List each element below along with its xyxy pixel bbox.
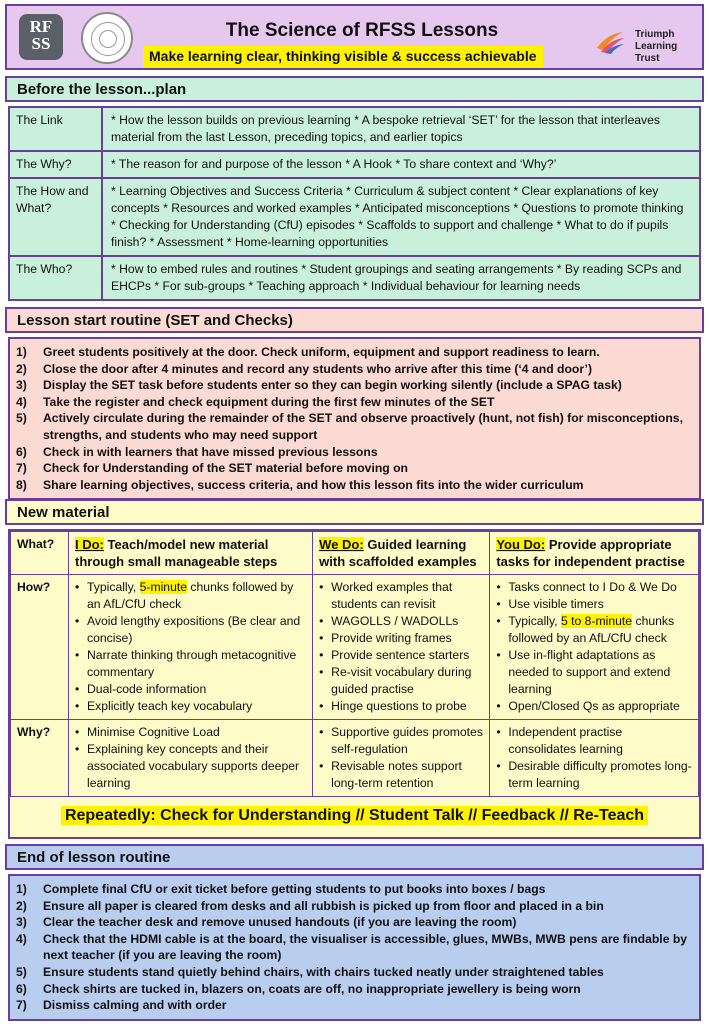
list-item: • Revisable notes support long-term retention [319,758,483,792]
page-title: The Science of RFSS Lessons [225,20,499,41]
list-item: • Typically, 5-minute chunks followed by an AfL/CfU check [75,579,306,613]
row-label-what: What? [11,532,69,575]
list-item: 2) Ensure all paper is cleared from desks and all rubbish is picked up from floor and placed in a bin [16,898,604,913]
list-item: 5) Actively circulate during the remainder of the SET and observe proactively (hunt, not fish) for misconceptions, strengths, and students who may need support [16,411,683,442]
repeatedly-banner: Repeatedly: Check for Understanding // Student Talk // Feedback // Re-Teach [10,807,699,825]
plan-text: * How the lesson builds on previous learning * A bespoke retrieval ‘SET’ for the lesson that interleaves material from the last Lesson, preceding topics, and earlier topics [111,113,660,144]
section-before-lesson: Before the lesson...plan [5,76,704,102]
trust-name: Triumph Learning Trust [635,29,678,64]
section-end-routine: End of lesson routine [5,844,704,870]
new-material-table [8,529,701,839]
list-item: 1) Greet students positively at the door. Check uniform, equipment and support readiness to learn. [16,345,600,359]
list-item: • Narrate thinking through metacognitive commentary [75,647,306,681]
list-item: • Independent practise consolidates learning [496,724,692,758]
plan-text: * The reason for and purpose of the lesson * A Hook * To share context and ‘Why?’ [111,157,557,171]
plan-text: * Learning Objectives and Success Criteria * Curriculum & subject content * Clear explanations of key concepts * Resources and worked examples * Anticipated misconceptions * Questions to promote thinking * Checking for Understanding (CfU) episodes * Scaffolds to support and challenge * What to do if pupils finish? * Assessment * Home-learning opportunities [111,184,684,249]
list-item: • Desirable difficulty promotes long-term learning [496,758,692,792]
list-item: • Tasks connect to I Do & We Do [496,579,692,596]
start-routine-list [8,337,701,500]
list-item: 8) Share learning objectives, success criteria, and how this lesson fits into the wider curriculum [16,477,584,492]
list-item: • Use visible timers [496,596,692,613]
list-item: 3) Clear the teacher desk and remove unused handouts (if you are leaving the room) [16,915,517,930]
list-item: 7) Check for Understanding of the SET material before moving on [16,461,408,476]
list-item: 7) Dismiss calming and with order [16,998,227,1013]
i-do-how [69,575,313,720]
i-do-heading: I Do: Teach/model new material through small manageable steps [69,532,313,575]
i-do-why [69,720,313,797]
list-item: • Provide sentence starters [319,647,483,664]
we-do-how [313,575,490,720]
list-item: • Worked examples that students can revisit [319,579,483,613]
list-item: • Typically, 5 to 8-minute chunks followed by an AfL/CfU check [496,613,692,647]
list-item: • Supportive guides promotes self-regulation [319,724,483,758]
list-item: • Re-visit vocabulary during guided practise [319,664,483,698]
plan-text: * How to embed rules and routines * Student groupings and seating arrangements * By reading SCPs and EHCPs * For sub-groups * Teaching approach * Individual behaviour for learning needs [111,262,682,293]
plan-label: The Who? [10,257,103,299]
row-label-why: Why? [11,720,69,797]
plan-label: The Why? [10,152,103,177]
we-do-why [313,720,490,797]
list-item: • Provide writing frames [319,630,483,647]
row-label-how: How? [11,575,69,720]
trust-logo-icon [595,28,625,54]
list-item: 2) Close the door after 4 minutes and record any students who arrive after this time (‘4 and door’) [16,361,592,376]
list-item: 6) Check in with learners that have missed previous lessons [16,444,378,459]
we-do-heading: We Do: Guided learning with scaffolded examples [313,532,490,575]
plan-row-how-what [8,177,701,255]
page-subtitle: Make learning clear, thinking visible & success achievable [143,46,543,68]
end-routine-list [8,874,701,1021]
list-item: • Explicitly teach key vocabulary [75,698,306,715]
list-item: 6) Check shirts are tucked in, blazers on, coats are off, no inappropriate jewellery is being worn [16,981,581,996]
you-do-how [490,575,699,720]
plan-row-who [8,255,701,301]
plan-label: The Link [10,108,103,150]
list-item: • Minimise Cognitive Load [75,724,306,741]
plan-table [8,106,701,301]
list-item: • Hinge questions to probe [319,698,483,715]
list-item: 3) Display the SET task before students enter so they can begin working silently (include a SPAG task) [16,378,622,393]
list-item: • Explaining key concepts and their associated vocabulary supports deeper learning [75,741,306,792]
list-item: • Avoid lengthy expositions (Be clear and concise) [75,613,306,647]
list-item: 5) Ensure students stand quietly behind chairs, with chairs tucked neatly under straightened tables [16,964,604,979]
plan-row-link [8,106,701,150]
section-start-routine: Lesson start routine (SET and Checks) [5,307,704,333]
list-item: • Use in-flight adaptations as needed to support and extend learning [496,647,692,698]
you-do-heading: You Do: Provide appropriate tasks for independent practise [490,532,699,575]
list-item: 4) Check that the HDMI cable is at the board, the visualiser is accessible, glues, MWBs, MWB pens are findable by next teacher (if you are leaving the room) [16,931,688,963]
list-item: • Open/Closed Qs as appropriate [496,698,692,715]
list-item: 1) Complete final CfU or exit ticket before getting students to put books into boxes / bags [16,882,546,896]
page-header [5,4,704,70]
school-logo: RF SS [19,14,63,60]
circle-diagram-logo [81,12,133,64]
list-item: 4) Take the register and check equipment during the first few minutes of the SET [16,394,495,409]
list-item: • WAGOLLS / WADOLLs [319,613,483,630]
section-new-material: New material [5,499,704,525]
plan-row-why [8,150,701,177]
plan-label: The How and What? [10,179,103,255]
list-item: • Dual-code information [75,681,306,698]
you-do-why [490,720,699,797]
